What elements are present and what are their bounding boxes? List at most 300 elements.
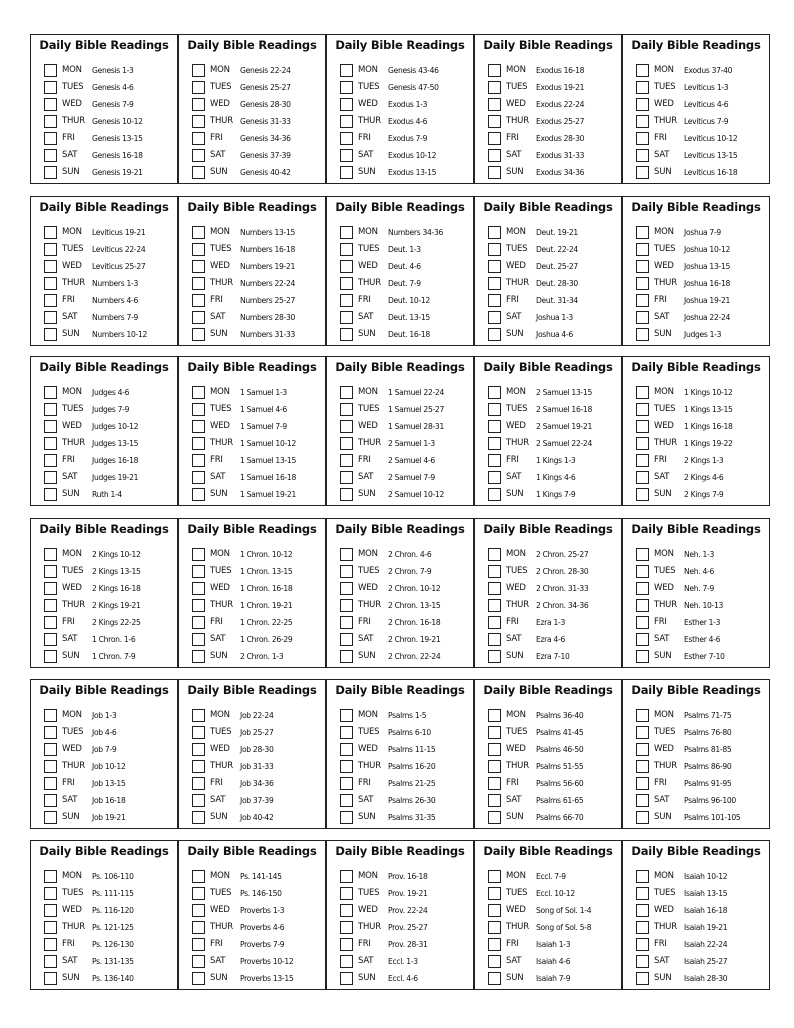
reading-text: Genesis 22-24 (240, 65, 291, 75)
day-label: FRI (506, 133, 519, 143)
reading-checkbox[interactable] (192, 243, 205, 256)
reading-checkbox[interactable] (192, 386, 205, 399)
reading-checkbox[interactable] (636, 294, 649, 307)
reading-row (31, 81, 177, 96)
reading-checkbox[interactable] (44, 294, 57, 307)
day-label: TUES (62, 888, 84, 898)
reading-text: 1 Chron. 1-6 (92, 634, 136, 644)
reading-checkbox[interactable] (636, 64, 649, 77)
day-label: FRI (358, 295, 371, 305)
reading-row (327, 616, 473, 631)
reading-checkbox[interactable] (44, 887, 57, 900)
reading-row (475, 811, 621, 826)
reading-checkbox[interactable] (340, 565, 353, 578)
reading-checkbox[interactable] (488, 709, 501, 722)
reading-checkbox[interactable] (192, 488, 205, 501)
reading-text: 2 Samuel 1-3 (388, 438, 435, 448)
reading-checkbox[interactable] (340, 294, 353, 307)
reading-text: 2 Samuel 4-6 (388, 455, 435, 465)
reading-checkbox[interactable] (636, 616, 649, 629)
reading-checkbox[interactable] (636, 81, 649, 94)
reading-text: Leviticus 25-27 (92, 261, 146, 271)
reading-checkbox[interactable] (192, 98, 205, 111)
reading-checkbox[interactable] (636, 565, 649, 578)
reading-row (179, 166, 325, 181)
day-label: THUR (358, 922, 381, 932)
reading-checkbox[interactable] (488, 115, 501, 128)
day-label: SUN (506, 973, 524, 983)
reading-checkbox[interactable] (488, 294, 501, 307)
reading-checkbox[interactable] (488, 870, 501, 883)
reading-checkbox[interactable] (340, 955, 353, 968)
day-label: FRI (62, 133, 75, 143)
reading-checkbox[interactable] (488, 98, 501, 111)
reading-checkbox[interactable] (44, 726, 57, 739)
reading-checkbox[interactable] (340, 726, 353, 739)
reading-row (179, 226, 325, 241)
reading-checkbox[interactable] (488, 565, 501, 578)
reading-checkbox[interactable] (488, 403, 501, 416)
reading-checkbox[interactable] (340, 582, 353, 595)
reading-checkbox[interactable] (44, 454, 57, 467)
reading-checkbox[interactable] (44, 709, 57, 722)
reading-checkbox[interactable] (192, 260, 205, 273)
reading-checkbox[interactable] (636, 471, 649, 484)
reading-checkbox[interactable] (488, 81, 501, 94)
reading-checkbox[interactable] (340, 420, 353, 433)
reading-checkbox[interactable] (340, 386, 353, 399)
reading-checkbox[interactable] (192, 81, 205, 94)
reading-checkbox[interactable] (340, 811, 353, 824)
day-label: TUES (62, 404, 84, 414)
reading-checkbox[interactable] (636, 454, 649, 467)
reading-checkbox[interactable] (44, 938, 57, 951)
reading-checkbox[interactable] (488, 64, 501, 77)
reading-checkbox[interactable] (488, 887, 501, 900)
reading-checkbox[interactable] (192, 777, 205, 790)
reading-checkbox[interactable] (340, 98, 353, 111)
reading-checkbox[interactable] (192, 115, 205, 128)
reading-checkbox[interactable] (636, 243, 649, 256)
reading-checkbox[interactable] (636, 709, 649, 722)
reading-checkbox[interactable] (44, 565, 57, 578)
day-label: TUES (506, 82, 528, 92)
reading-text: Joshua 10-12 (684, 244, 731, 254)
reading-row (327, 132, 473, 147)
reading-checkbox[interactable] (192, 870, 205, 883)
reading-checkbox[interactable] (192, 955, 205, 968)
reading-checkbox[interactable] (488, 938, 501, 951)
reading-checkbox[interactable] (636, 403, 649, 416)
reading-row (179, 633, 325, 648)
reading-text: Eccl. 4-6 (388, 973, 418, 983)
reading-checkbox[interactable] (488, 328, 501, 341)
reading-checkbox[interactable] (44, 599, 57, 612)
reading-checkbox[interactable] (340, 921, 353, 934)
reading-checkbox[interactable] (488, 921, 501, 934)
reading-checkbox[interactable] (44, 633, 57, 646)
reading-row (327, 599, 473, 614)
reading-checkbox[interactable] (44, 420, 57, 433)
reading-checkbox[interactable] (488, 726, 501, 739)
reading-checkbox[interactable] (192, 709, 205, 722)
reading-checkbox[interactable] (192, 633, 205, 646)
reading-checkbox[interactable] (636, 794, 649, 807)
reading-checkbox[interactable] (340, 115, 353, 128)
reading-text: Leviticus 22-24 (92, 244, 146, 254)
reading-row (327, 870, 473, 885)
reading-checkbox[interactable] (636, 149, 649, 162)
reading-checkbox[interactable] (340, 149, 353, 162)
reading-checkbox[interactable] (44, 403, 57, 416)
reading-checkbox[interactable] (44, 243, 57, 256)
reading-checkbox[interactable] (192, 471, 205, 484)
reading-text: Neh. 10-13 (684, 600, 724, 610)
reading-checkbox[interactable] (340, 260, 353, 273)
reading-checkbox[interactable] (636, 328, 649, 341)
reading-checkbox[interactable] (340, 471, 353, 484)
reading-checkbox[interactable] (192, 582, 205, 595)
reading-checkbox[interactable] (636, 166, 649, 179)
reading-checkbox[interactable] (44, 582, 57, 595)
reading-checkbox[interactable] (44, 794, 57, 807)
reading-row (327, 726, 473, 741)
reading-checkbox[interactable] (192, 166, 205, 179)
reading-row (31, 777, 177, 792)
reading-checkbox[interactable] (636, 921, 649, 934)
day-label: MON (654, 710, 674, 720)
reading-text: Job 1-3 (92, 710, 117, 720)
reading-checkbox[interactable] (192, 226, 205, 239)
reading-row (179, 972, 325, 987)
reading-text: 1 Kings 10-12 (684, 387, 733, 397)
reading-checkbox[interactable] (488, 132, 501, 145)
reading-checkbox[interactable] (488, 437, 501, 450)
reading-text: 2 Kings 13-15 (92, 566, 141, 576)
day-label: THUR (654, 438, 677, 448)
reading-checkbox[interactable] (488, 226, 501, 239)
reading-checkbox[interactable] (636, 132, 649, 145)
reading-text: Joshua 13-15 (684, 261, 731, 271)
reading-checkbox[interactable] (192, 650, 205, 663)
reading-checkbox[interactable] (192, 437, 205, 450)
reading-card (474, 679, 622, 829)
reading-checkbox[interactable] (44, 328, 57, 341)
reading-checkbox[interactable] (488, 277, 501, 290)
reading-text: 2 Kings 4-6 (684, 472, 724, 482)
reading-text: Judges 13-15 (92, 438, 139, 448)
reading-checkbox[interactable] (340, 454, 353, 467)
reading-checkbox[interactable] (636, 420, 649, 433)
reading-checkbox[interactable] (488, 616, 501, 629)
reading-checkbox[interactable] (340, 277, 353, 290)
reading-checkbox[interactable] (44, 777, 57, 790)
reading-checkbox[interactable] (488, 811, 501, 824)
reading-checkbox[interactable] (636, 904, 649, 917)
reading-checkbox[interactable] (340, 548, 353, 561)
reading-checkbox[interactable] (636, 488, 649, 501)
reading-card (622, 356, 770, 506)
reading-text: Prov. 22-24 (388, 905, 428, 915)
reading-checkbox[interactable] (340, 599, 353, 612)
reading-row (31, 294, 177, 309)
reading-checkbox[interactable] (44, 226, 57, 239)
reading-checkbox[interactable] (44, 921, 57, 934)
reading-row (31, 616, 177, 631)
reading-checkbox[interactable] (636, 777, 649, 790)
reading-text: 1 Kings 16-18 (684, 421, 733, 431)
day-label: THUR (210, 761, 233, 771)
reading-checkbox[interactable] (192, 149, 205, 162)
reading-checkbox[interactable] (636, 870, 649, 883)
reading-checkbox[interactable] (488, 972, 501, 985)
reading-checkbox[interactable] (192, 760, 205, 773)
reading-checkbox[interactable] (488, 650, 501, 663)
reading-text: Psalms 101-105 (684, 812, 741, 822)
reading-checkbox[interactable] (340, 403, 353, 416)
day-label: SAT (62, 150, 78, 160)
reading-checkbox[interactable] (44, 437, 57, 450)
reading-checkbox[interactable] (488, 420, 501, 433)
reading-checkbox[interactable] (340, 887, 353, 900)
reading-checkbox[interactable] (192, 277, 205, 290)
reading-text: Prov. 16-18 (388, 871, 428, 881)
reading-checkbox[interactable] (192, 726, 205, 739)
reading-checkbox[interactable] (44, 904, 57, 917)
reading-checkbox[interactable] (488, 454, 501, 467)
day-label: FRI (654, 778, 667, 788)
reading-checkbox[interactable] (44, 811, 57, 824)
reading-text: Psalms 11-15 (388, 744, 436, 754)
reading-text: Ps. 116-120 (92, 905, 134, 915)
day-label: SAT (62, 956, 78, 966)
reading-row (327, 582, 473, 597)
reading-checkbox[interactable] (488, 311, 501, 324)
reading-row (179, 294, 325, 309)
reading-checkbox[interactable] (192, 294, 205, 307)
reading-checkbox[interactable] (44, 548, 57, 561)
reading-text: Proverbs 13-15 (240, 973, 294, 983)
day-label: THUR (506, 922, 529, 932)
reading-checkbox[interactable] (636, 437, 649, 450)
reading-checkbox[interactable] (636, 887, 649, 900)
reading-checkbox[interactable] (192, 972, 205, 985)
reading-card (30, 34, 178, 184)
reading-checkbox[interactable] (340, 616, 353, 629)
reading-checkbox[interactable] (340, 226, 353, 239)
reading-checkbox[interactable] (636, 938, 649, 951)
reading-checkbox[interactable] (340, 794, 353, 807)
reading-checkbox[interactable] (340, 81, 353, 94)
reading-checkbox[interactable] (44, 132, 57, 145)
reading-row (623, 887, 769, 902)
reading-checkbox[interactable] (44, 870, 57, 883)
reading-checkbox[interactable] (44, 311, 57, 324)
reading-checkbox[interactable] (192, 403, 205, 416)
reading-row (179, 887, 325, 902)
day-label: SUN (210, 812, 228, 822)
reading-checkbox[interactable] (636, 972, 649, 985)
reading-checkbox[interactable] (340, 650, 353, 663)
reading-checkbox[interactable] (44, 149, 57, 162)
reading-checkbox[interactable] (192, 328, 205, 341)
reading-checkbox[interactable] (636, 98, 649, 111)
reading-text: Proverbs 7-9 (240, 939, 285, 949)
reading-checkbox[interactable] (340, 243, 353, 256)
reading-text: Psalms 16-20 (388, 761, 436, 771)
day-label: MON (358, 227, 378, 237)
reading-checkbox[interactable] (340, 938, 353, 951)
day-label: WED (62, 99, 82, 109)
reading-checkbox[interactable] (636, 115, 649, 128)
reading-checkbox[interactable] (340, 328, 353, 341)
reading-checkbox[interactable] (488, 633, 501, 646)
reading-checkbox[interactable] (192, 743, 205, 756)
reading-checkbox[interactable] (44, 277, 57, 290)
reading-checkbox[interactable] (636, 548, 649, 561)
reading-checkbox[interactable] (340, 64, 353, 77)
reading-checkbox[interactable] (192, 565, 205, 578)
reading-checkbox[interactable] (488, 599, 501, 612)
reading-checkbox[interactable] (488, 166, 501, 179)
reading-checkbox[interactable] (192, 454, 205, 467)
reading-row (623, 64, 769, 79)
reading-checkbox[interactable] (488, 260, 501, 273)
day-label: WED (62, 261, 82, 271)
reading-checkbox[interactable] (340, 311, 353, 324)
reading-checkbox[interactable] (340, 904, 353, 917)
reading-checkbox[interactable] (44, 471, 57, 484)
day-label: THUR (654, 761, 677, 771)
reading-checkbox[interactable] (488, 955, 501, 968)
reading-checkbox[interactable] (192, 548, 205, 561)
reading-checkbox[interactable] (340, 760, 353, 773)
reading-checkbox[interactable] (192, 794, 205, 807)
reading-checkbox[interactable] (192, 616, 205, 629)
reading-checkbox[interactable] (44, 260, 57, 273)
reading-checkbox[interactable] (192, 904, 205, 917)
reading-checkbox[interactable] (44, 115, 57, 128)
reading-checkbox[interactable] (488, 743, 501, 756)
reading-checkbox[interactable] (44, 166, 57, 179)
reading-checkbox[interactable] (636, 277, 649, 290)
reading-checkbox[interactable] (192, 420, 205, 433)
reading-checkbox[interactable] (44, 386, 57, 399)
reading-checkbox[interactable] (636, 386, 649, 399)
reading-checkbox[interactable] (636, 760, 649, 773)
reading-checkbox[interactable] (636, 633, 649, 646)
reading-checkbox[interactable] (44, 98, 57, 111)
reading-checkbox[interactable] (44, 81, 57, 94)
reading-checkbox[interactable] (488, 777, 501, 790)
reading-checkbox[interactable] (488, 548, 501, 561)
reading-text: Deut. 28-30 (536, 278, 578, 288)
reading-checkbox[interactable] (340, 743, 353, 756)
reading-checkbox[interactable] (340, 870, 353, 883)
reading-checkbox[interactable] (340, 166, 353, 179)
reading-checkbox[interactable] (488, 386, 501, 399)
reading-row (475, 64, 621, 79)
reading-checkbox[interactable] (44, 743, 57, 756)
reading-checkbox[interactable] (636, 599, 649, 612)
reading-checkbox[interactable] (636, 260, 649, 273)
day-label: FRI (210, 939, 223, 949)
reading-checkbox[interactable] (340, 633, 353, 646)
reading-row (475, 972, 621, 987)
reading-checkbox[interactable] (340, 437, 353, 450)
reading-checkbox[interactable] (44, 488, 57, 501)
reading-text: Numbers 7-9 (92, 312, 138, 322)
day-label: TUES (210, 566, 232, 576)
day-label: THUR (358, 761, 381, 771)
reading-checkbox[interactable] (340, 488, 353, 501)
reading-checkbox[interactable] (192, 64, 205, 77)
reading-checkbox[interactable] (44, 760, 57, 773)
reading-checkbox[interactable] (488, 794, 501, 807)
reading-checkbox[interactable] (488, 243, 501, 256)
reading-row (31, 243, 177, 258)
reading-checkbox[interactable] (192, 887, 205, 900)
reading-checkbox[interactable] (636, 582, 649, 595)
reading-checkbox[interactable] (488, 488, 501, 501)
reading-row (623, 132, 769, 147)
reading-text: 2 Chron. 25-27 (536, 549, 589, 559)
reading-row (475, 548, 621, 563)
reading-checkbox[interactable] (44, 972, 57, 985)
reading-checkbox[interactable] (488, 149, 501, 162)
reading-checkbox[interactable] (636, 650, 649, 663)
reading-row (179, 149, 325, 164)
reading-checkbox[interactable] (44, 64, 57, 77)
reading-checkbox[interactable] (636, 743, 649, 756)
day-label: FRI (506, 455, 519, 465)
reading-row (327, 98, 473, 113)
reading-checkbox[interactable] (44, 650, 57, 663)
reading-checkbox[interactable] (636, 955, 649, 968)
reading-checkbox[interactable] (44, 955, 57, 968)
reading-checkbox[interactable] (192, 599, 205, 612)
reading-checkbox[interactable] (192, 921, 205, 934)
reading-checkbox[interactable] (636, 311, 649, 324)
reading-row (623, 972, 769, 987)
reading-checkbox[interactable] (340, 132, 353, 145)
reading-text: 2 Kings 10-12 (92, 549, 141, 559)
reading-checkbox[interactable] (44, 616, 57, 629)
reading-checkbox[interactable] (192, 938, 205, 951)
reading-row (31, 709, 177, 724)
reading-checkbox[interactable] (488, 471, 501, 484)
reading-text: Job 19-21 (92, 812, 126, 822)
reading-checkbox[interactable] (636, 726, 649, 739)
reading-checkbox[interactable] (636, 226, 649, 239)
reading-checkbox[interactable] (488, 582, 501, 595)
day-label: SUN (654, 651, 672, 661)
reading-checkbox[interactable] (488, 760, 501, 773)
reading-row (179, 743, 325, 758)
reading-checkbox[interactable] (340, 777, 353, 790)
reading-checkbox[interactable] (192, 811, 205, 824)
reading-row (31, 488, 177, 503)
card-title: Daily Bible Readings (335, 522, 465, 536)
reading-checkbox[interactable] (192, 311, 205, 324)
reading-checkbox[interactable] (340, 972, 353, 985)
reading-checkbox[interactable] (636, 811, 649, 824)
reading-checkbox[interactable] (340, 709, 353, 722)
reading-checkbox[interactable] (488, 904, 501, 917)
reading-checkbox[interactable] (192, 132, 205, 145)
reading-text: Numbers 16-18 (240, 244, 296, 254)
reading-row (623, 260, 769, 275)
